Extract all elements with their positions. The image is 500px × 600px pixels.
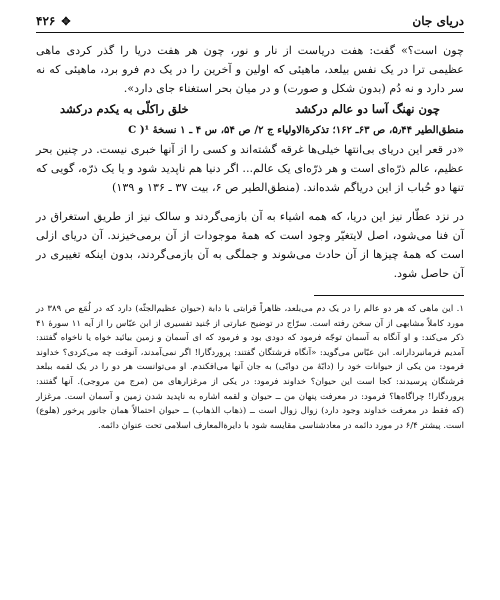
paragraph-2: «در قعر این دریای بی‌انتها خیلی‌ها غرقه گشته‌اند و کسی را از آنها خبری نیست. در چنین بحر عظیم، عالم ذرّه‌ای است و هر ذرّه‌ای یک عالم... اگر دنیا هم ناپدید شود و یا یک ذرّه، گویی که تنها دو حُباب از این دریاگم شده‌اند. (منطق‌الطیر ص ۶، بیت ۳۷ ـ ۱۳۶ و ۱۳۹)	[36, 143, 464, 194]
ornament-icon: ✥	[61, 14, 71, 28]
page-number-group	[36, 14, 71, 28]
running-title: دریای جان	[412, 14, 464, 28]
running-header	[36, 14, 464, 33]
footnotes	[36, 302, 464, 433]
verse-hemistich-right: چون نهنگ آسا دو عالم درکشد	[295, 102, 440, 116]
main-text	[36, 41, 464, 283]
paragraph-gap	[36, 197, 464, 207]
verse-hemistich-left: خلق راکلّی به یکدم درکشد	[60, 102, 189, 116]
paragraph-3: در نزد عطّار نیز این دریا، که همه اشیاء به آن بازمی‌گردند و سالک نیز از طریق استغراق در آن فنا می‌شود، اصل لایتغیّر وجود است که همهٔ موجودات از آن برمی‌خیزند. آن دریای ازلی است که همهٔ چیزها از آن حادث می‌شوند و جملگی به آن بازمی‌گردند، بدون اینکه تغییری در آن حاصل شود.	[36, 210, 464, 280]
paragraph-1: چون است؟» گفت: هفت دریاست از نار و نور، چون هر هفت دریا را گذر کردی ماهی عظیمی ترا در یک نفس بیلعد، ماهیئی که اولین و آخرین را در یک دم فرو برد، ماهیئی که نه سر دارد و نه دُم (بدون شکل و صورت) و در میان بحر استغناء جای دارد».	[36, 44, 464, 95]
footnote-1: ۱. این ماهی که هر دو عالم را در یک دم می‌بلعد، ظاهراً قرابتی با دابة (حیوان عظیم‌الجثّه) دارد که در لُمَع ص ۳۸۹ در مورد کاملاً مشابهی از آن سخن رفته است. سرّاج در توضیح عبارتی از جُنید تفسیری از ابن عبّاس را از آیه ۱۱ سورهٔ ۴۱ ذکر می‌کند: و او آنگاه به آسمان توجّه فرمود که دودی بود و فرمود که ای آسمان و زمین بیائید خواه یا ناخواه گفتند: آمدیم فرمانبردارانه. ابن عبّاس می‌گوید: «آنگاه فرشتگان گفتند: پروردگارا! اگر نمی‌آمدند، آنوقت چه می‌کردی؟ خداوند فرمود: من یکی از حیوانات خود را (دابّهٔ من دوابّی) به جان آنها می‌افکندم. او می‌توانست هر دو را در یک لقمه ببلعد فرشتگان پرسیدند: کجا است این حیوان؟ خداوند فرمود: در یکی از مرغزارهای من (مرج من مروجی). آنها گفتند: پروردگارا! چراگاه‌ها؟ فرمود: در معرفت پنهان من ــ حیوان و لقمه اشاره به ناپدید شدن زمین و آسمان است. مرغزار (که فقط در معرفت خداوند وجود دارد) زوال زوال است ــ (ذهاب الذهاب) ــ حیوان احتمالاً همان جانور پرخور (هلوع) است. پیشتر ۶/۴ در مورد دائمه در معادشناسی مقایسه شود با دایرة‌المعارف اسلامی تحت عنوان دائمه.	[36, 304, 464, 431]
footnote-divider	[314, 295, 464, 296]
citation: منطق‌الطیر ۵٫۴۴، ص ۶۳ـ ۱۶۲؛ تذکرة‌الاولیاء ج ۲/ ص ۵۴، س ۴ ـ ۱ نسخهٔ C )¹	[128, 124, 464, 136]
page-number: ۴۲۶	[36, 14, 56, 28]
verse-line	[36, 100, 464, 119]
